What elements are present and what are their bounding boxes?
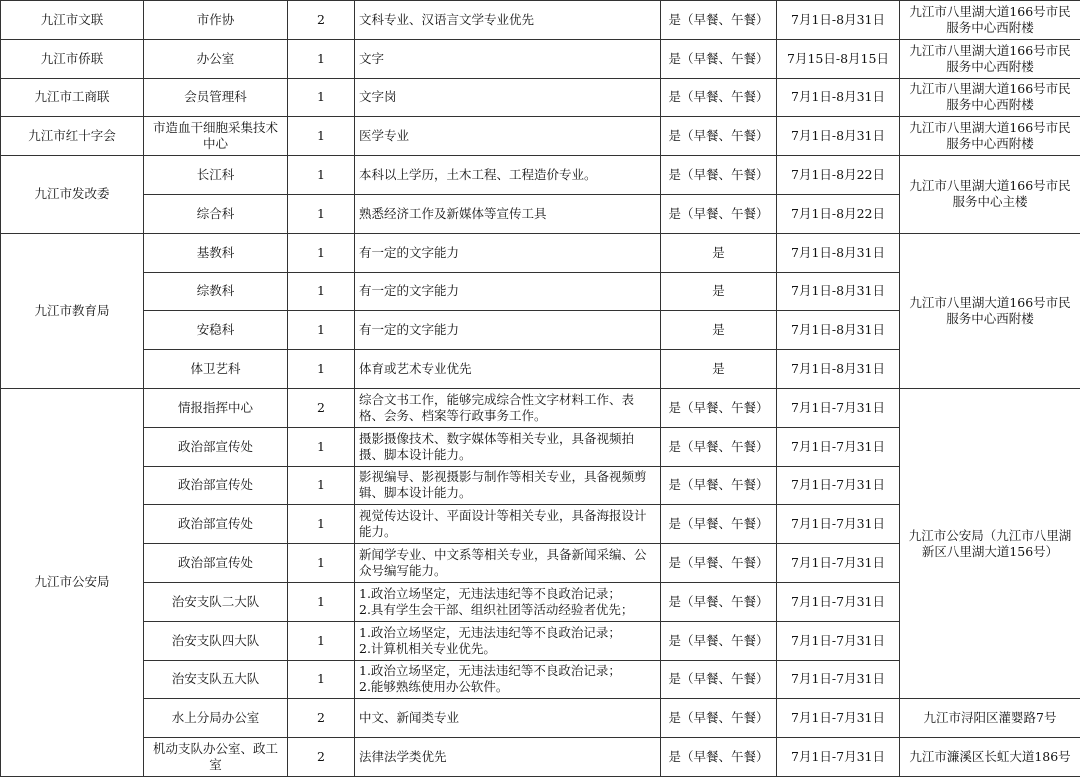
- dept-cell: 政治部宣传处: [144, 466, 288, 505]
- count-cell: 1: [288, 233, 355, 272]
- period-cell: 7月1日-8月31日: [777, 1, 900, 40]
- address-cell: 九江市八里湖大道166号市民服务中心西附楼: [900, 39, 1080, 78]
- meal-cell: 是: [661, 272, 777, 311]
- meal-cell: 是（早餐、午餐）: [661, 738, 777, 777]
- period-cell: 7月1日-8月31日: [777, 350, 900, 389]
- dept-cell: 政治部宣传处: [144, 505, 288, 544]
- period-cell: 7月1日-7月31日: [777, 466, 900, 505]
- requirement-cell: 有一定的文字能力: [355, 272, 661, 311]
- unit-cell: 九江市公安局: [1, 388, 144, 776]
- requirement-cell: 熟悉经济工作及新媒体等宣传工具: [355, 194, 661, 233]
- period-cell: 7月1日-7月31日: [777, 738, 900, 777]
- requirement-cell: 本科以上学历，土木工程、工程造价专业。: [355, 156, 661, 195]
- requirement-cell: 文字: [355, 39, 661, 78]
- table-row: [1, 738, 1080, 777]
- requirement-cell: 新闻学专业、中文系等相关专业，具备新闻采编、公众号编写能力。: [355, 544, 661, 583]
- requirement-cell: 摄影摄像技术、数字媒体等相关专业，具备视频拍摄、脚本设计能力。: [355, 427, 661, 466]
- address-cell: 九江市濂溪区长虹大道186号: [900, 738, 1080, 777]
- address-cell: 九江市八里湖大道166号市民服务中心西附楼: [900, 78, 1080, 117]
- requirement-cell: 视觉传达设计、平面设计等相关专业，具备海报设计能力。: [355, 505, 661, 544]
- count-cell: 1: [288, 194, 355, 233]
- meal-cell: 是（早餐、午餐）: [661, 427, 777, 466]
- dept-cell: 基教科: [144, 233, 288, 272]
- dept-cell: 治安支队五大队: [144, 660, 288, 699]
- table-row: [1, 1, 1080, 40]
- table-row: [1, 117, 1080, 156]
- unit-cell: 九江市工商联: [1, 78, 144, 117]
- meal-cell: 是（早餐、午餐）: [661, 1, 777, 40]
- requirement-cell: 文科专业、汉语言文学专业优先: [355, 1, 661, 40]
- count-cell: 1: [288, 156, 355, 195]
- count-cell: 1: [288, 505, 355, 544]
- count-cell: 1: [288, 311, 355, 350]
- period-cell: 7月1日-7月31日: [777, 621, 900, 660]
- count-cell: 1: [288, 582, 355, 621]
- meal-cell: 是（早餐、午餐）: [661, 699, 777, 738]
- requirement-line: 1.政治立场坚定，无违法违纪等不良政治记录；: [359, 624, 621, 640]
- meal-cell: 是（早餐、午餐）: [661, 194, 777, 233]
- period-cell: 7月1日-8月31日: [777, 272, 900, 311]
- count-cell: 2: [288, 388, 355, 427]
- period-cell: 7月1日-8月31日: [777, 233, 900, 272]
- address-cell: 九江市浔阳区灌婴路7号: [900, 699, 1080, 738]
- count-cell: 2: [288, 1, 355, 40]
- meal-cell: 是（早餐、午餐）: [661, 78, 777, 117]
- meal-cell: 是（早餐、午餐）: [661, 117, 777, 156]
- count-cell: 1: [288, 39, 355, 78]
- meal-cell: 是: [661, 233, 777, 272]
- table-row: [1, 156, 1080, 195]
- address-cell: 九江市八里湖大道166号市民服务中心西附楼: [900, 1, 1080, 40]
- requirement-cell: 医学专业: [355, 117, 661, 156]
- period-cell: 7月1日-8月31日: [777, 78, 900, 117]
- meal-cell: 是（早餐、午餐）: [661, 582, 777, 621]
- requirement-line: 2.计算机相关专业优先。: [359, 640, 496, 656]
- count-cell: 1: [288, 272, 355, 311]
- period-cell: 7月1日-7月31日: [777, 427, 900, 466]
- dept-cell: 市作协: [144, 1, 288, 40]
- period-cell: 7月1日-7月31日: [777, 660, 900, 699]
- requirement-line: 1.政治立场坚定，无违法违纪等不良政治记录；: [359, 663, 621, 679]
- dept-cell: 水上分局办公室: [144, 699, 288, 738]
- address-cell: 九江市公安局（九江市八里湖新区八里湖大道156号）: [900, 388, 1080, 698]
- meal-cell: 是: [661, 311, 777, 350]
- dept-cell: 政治部宣传处: [144, 427, 288, 466]
- meal-cell: 是（早餐、午餐）: [661, 388, 777, 427]
- count-cell: 1: [288, 466, 355, 505]
- requirement-cell: [355, 660, 661, 699]
- requirement-cell: 有一定的文字能力: [355, 311, 661, 350]
- meal-cell: 是（早餐、午餐）: [661, 466, 777, 505]
- period-cell: 7月1日-8月22日: [777, 194, 900, 233]
- unit-cell: 九江市教育局: [1, 233, 144, 388]
- period-cell: 7月1日-8月31日: [777, 311, 900, 350]
- period-cell: 7月1日-7月31日: [777, 388, 900, 427]
- meal-cell: 是（早餐、午餐）: [661, 544, 777, 583]
- count-cell: 1: [288, 117, 355, 156]
- dept-cell: 会员管理科: [144, 78, 288, 117]
- period-cell: 7月1日-7月31日: [777, 582, 900, 621]
- meal-cell: 是（早餐、午餐）: [661, 505, 777, 544]
- meal-cell: 是（早餐、午餐）: [661, 39, 777, 78]
- period-cell: 7月1日-7月31日: [777, 544, 900, 583]
- count-cell: 1: [288, 78, 355, 117]
- table-row: [1, 39, 1080, 78]
- dept-cell: 综教科: [144, 272, 288, 311]
- meal-cell: 是（早餐、午餐）: [661, 621, 777, 660]
- address-cell: 九江市八里湖大道166号市民服务中心主楼: [900, 156, 1080, 234]
- period-cell: 7月15日-8月15日: [777, 39, 900, 78]
- address-cell: 九江市八里湖大道166号市民服务中心西附楼: [900, 233, 1080, 388]
- table-row: [1, 78, 1080, 117]
- count-cell: 2: [288, 738, 355, 777]
- requirement-cell: 综合文书工作，能够完成综合性文字材料工作、表格、会务、档案等行政事务工作。: [355, 388, 661, 427]
- dept-cell: 体卫艺科: [144, 350, 288, 389]
- dept-cell: 治安支队四大队: [144, 621, 288, 660]
- meal-cell: 是（早餐、午餐）: [661, 660, 777, 699]
- table-row: [1, 233, 1080, 272]
- dept-cell: 安稳科: [144, 311, 288, 350]
- dept-cell: 办公室: [144, 39, 288, 78]
- table-row: [1, 699, 1080, 738]
- dept-cell: 情报指挥中心: [144, 388, 288, 427]
- requirement-cell: 中文、新闻类专业: [355, 699, 661, 738]
- requirement-cell: 影视编导、影视摄影与制作等相关专业，具备视频剪辑、脚本设计能力。: [355, 466, 661, 505]
- dept-cell: 市造血干细胞采集技术中心: [144, 117, 288, 156]
- meal-cell: 是: [661, 350, 777, 389]
- period-cell: 7月1日-7月31日: [777, 699, 900, 738]
- period-cell: 7月1日-8月31日: [777, 117, 900, 156]
- count-cell: 1: [288, 427, 355, 466]
- dept-cell: 政治部宣传处: [144, 544, 288, 583]
- count-cell: 1: [288, 621, 355, 660]
- unit-cell: 九江市文联: [1, 1, 144, 40]
- period-cell: 7月1日-8月22日: [777, 156, 900, 195]
- period-cell: 7月1日-7月31日: [777, 505, 900, 544]
- unit-cell: 九江市侨联: [1, 39, 144, 78]
- requirement-line: 1.政治立场坚定，无违法违纪等不良政治记录；: [359, 585, 621, 601]
- requirement-line: 2.具有学生会干部、组织社团等活动经验者优先；: [359, 601, 634, 617]
- unit-cell: 九江市发改委: [1, 156, 144, 234]
- count-cell: 2: [288, 699, 355, 738]
- dept-cell: 长江科: [144, 156, 288, 195]
- requirement-cell: [355, 621, 661, 660]
- requirement-cell: 文字岗: [355, 78, 661, 117]
- count-cell: 1: [288, 660, 355, 699]
- requirement-line: 2.能够熟练使用办公软件。: [359, 679, 509, 695]
- requirement-cell: 体育或艺术专业优先: [355, 350, 661, 389]
- requirement-cell: 有一定的文字能力: [355, 233, 661, 272]
- count-cell: 1: [288, 544, 355, 583]
- dept-cell: 综合科: [144, 194, 288, 233]
- table-row: [1, 388, 1080, 427]
- address-cell: 九江市八里湖大道166号市民服务中心西附楼: [900, 117, 1080, 156]
- requirement-cell: 法律法学类优先: [355, 738, 661, 777]
- unit-cell: 九江市红十字会: [1, 117, 144, 156]
- meal-cell: 是（早餐、午餐）: [661, 156, 777, 195]
- count-cell: 1: [288, 350, 355, 389]
- requirement-cell: [355, 582, 661, 621]
- dept-cell: 机动支队办公室、政工室: [144, 738, 288, 777]
- dept-cell: 治安支队二大队: [144, 582, 288, 621]
